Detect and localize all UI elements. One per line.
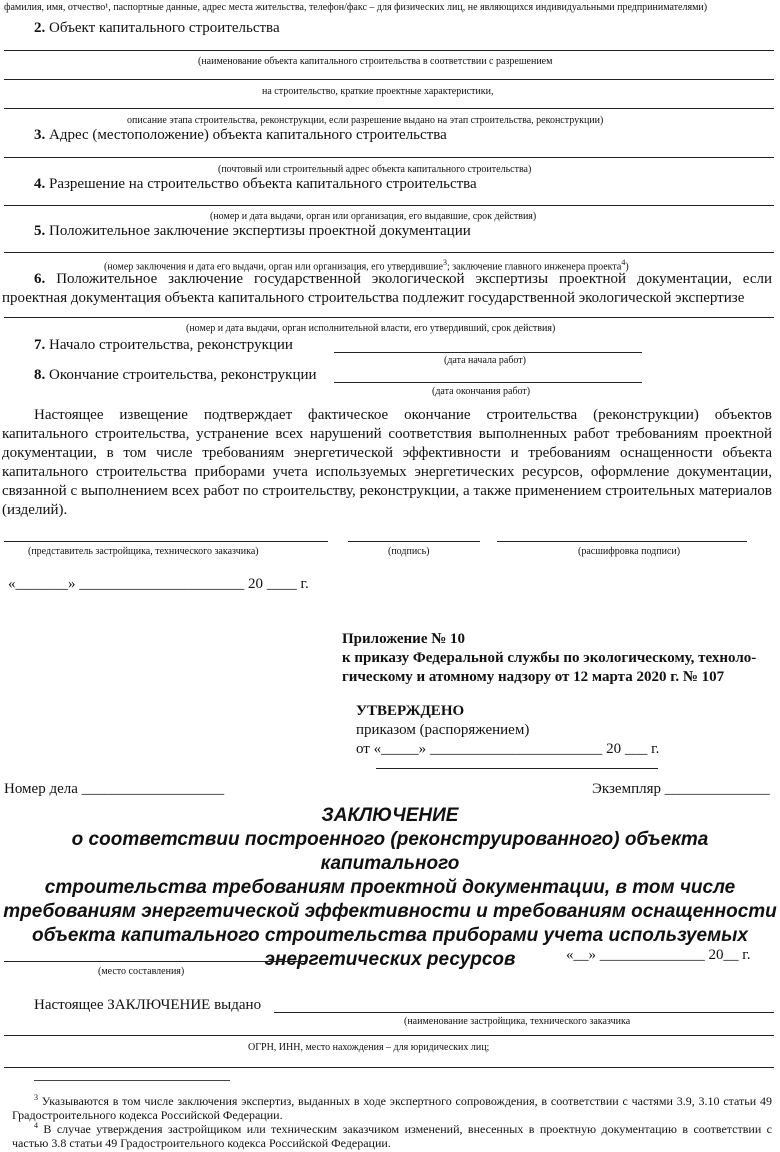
conclusion-subtitle-line: энергетических ресурсов — [264, 949, 516, 970]
section-3-heading — [34, 127, 447, 144]
ogrn-line[interactable] — [4, 1035, 774, 1036]
footnote-separator — [34, 1080, 230, 1081]
conclusion-subtitle-line: объекта капитального строительства приборами учета используемых — [32, 925, 748, 946]
section-title: Объект капитального строительства — [49, 20, 280, 36]
start-date-hint: (дата начала работ) — [444, 355, 526, 366]
section-6-text: 6. Положительное заключение государственной экологической экспертизы проектной документации, если проектная документация объекта капитального строительства подлежит государственной экологической экспертизе — [2, 271, 773, 306]
section-2-heading — [34, 20, 280, 37]
applicant-hint: фамилия, имя, отчество¹, паспортные данные, адрес места жительства, телефон/факс – для физических лиц, не являющихся индивидуальными предпринимателями) — [4, 2, 708, 13]
appendix-order-line-1: к приказу Федеральной службы по экологическому, техноло- — [342, 650, 757, 666]
representative-line[interactable] — [4, 541, 328, 542]
end-date-hint: (дата окончания работ) — [432, 386, 531, 397]
conclusion-subtitle-line: требованиям энергетической эффективности и требованиям оснащенности — [3, 901, 777, 922]
case-number[interactable]: Номер дела ___________________ — [4, 781, 225, 797]
conclusion-title: ЗАКЛЮЧЕНИЕ — [321, 805, 459, 826]
section-title: Адрес (местоположение) объекта капитального строительства — [49, 127, 447, 143]
section-number: 5. — [34, 223, 46, 239]
footnote-4: $^4$ В случае утверждения застройщиком или техническим заказчиком изменений, внесенных в проектную документацию в соответствии с частью 3.8 статьи 49 Градостроительного кодекса Российской Федерации. — [12, 1121, 772, 1150]
section-title: Окончание строительства, реконструкции — [49, 367, 317, 383]
signature-decode-hint: (расшифровка подписи) — [578, 546, 681, 557]
appendix-order-line-2: гическому и атомному надзору от 12 марта 2020 г. № 107 — [342, 669, 725, 685]
conclusion-subtitle-line: о соответствии построенного (реконструированного) объекта капитального — [71, 829, 709, 874]
expertise-line[interactable] — [4, 252, 774, 253]
issued-label: Настоящее ЗАКЛЮЧЕНИЕ выдано — [34, 997, 262, 1013]
expertise-hint: (номер заключения и дата его выдачи, орган или организация, его утвердившие$^3$; заключение главного инженера проекта$^4$) — [104, 258, 629, 273]
permit-hint: (номер и дата выдачи, орган или организация, его выдавшие, срок действия) — [210, 211, 537, 222]
object-hint-3: описание этапа строительства, реконструкции, если разрешение выдано на этап строительства, реконструкции) — [127, 115, 604, 126]
section-number: 2. — [34, 20, 46, 36]
section-title: Положительное заключение экспертизы проектной документации — [49, 223, 471, 239]
section-8-heading — [34, 367, 317, 384]
footnote-3: $^3$ Указываются в том числе заключения экспертиз, выданных в ходе экспертного сопровождения, в соответствии с частями 3.9, 3.10 статьи 49 Градостроительного кодекса Российской Федерации. — [12, 1093, 772, 1122]
approval-signature-line[interactable] — [376, 768, 658, 769]
approved-order-label: приказом (распоряжением) — [356, 722, 530, 738]
object-line-1[interactable] — [4, 50, 774, 51]
object-hint-2: на строительство, краткие проектные характеристики, — [262, 86, 494, 97]
approval-block — [356, 702, 659, 759]
object-hint-1: (наименование объекта капитального строительства в соответствии с разрешением — [198, 56, 553, 67]
section-number: 8. — [34, 367, 46, 383]
ogrn-hint: ОГРН, ИНН, место нахождения – для юридических лиц; — [248, 1042, 490, 1053]
section-7-heading — [34, 337, 293, 354]
conclusion-subtitle-line: строительства требованиям проектной документации, в том числе — [44, 877, 736, 898]
notice-paragraph: Настоящее извещение подтверждает фактическое окончание строительства (реконструкции) объектов капитального строительства, устранение всех нарушений соответствия выполненных работ требованиям проектной документации, в том числе требованиям энергетической эффективности и требованиям оснащенности объекта капитального строительства приборами учета используемых энергетических ресурсов, оформление документации, связанной с выполнением всех работ по строительству, реконструкции, а также применением строительных материалов (изделий). — [2, 407, 772, 518]
section-title: Разрешение на строительство объекта капитального строительства — [49, 176, 477, 192]
section-4-heading — [34, 176, 477, 193]
section-title: Начало строительства, реконструкции — [49, 337, 293, 353]
issued-to-hint: (наименование застройщика, технического заказчика — [404, 1016, 631, 1027]
start-date-line[interactable] — [334, 352, 642, 353]
object-line-3[interactable] — [4, 108, 774, 109]
section-5-heading — [34, 223, 471, 240]
section-number: 3. — [34, 127, 46, 143]
signature-decode-line[interactable] — [497, 541, 747, 542]
place-hint: (место составления) — [98, 966, 185, 977]
notice-date[interactable]: «_______» ______________________ 20 ____ г. — [8, 576, 309, 592]
approved-date[interactable]: от «_____» _______________________ 20 ___ г. — [356, 741, 660, 757]
end-date-line[interactable] — [334, 382, 642, 383]
ogrn-line-2[interactable] — [4, 1067, 774, 1068]
signature-line[interactable] — [348, 541, 480, 542]
address-hint: (почтовый или строительный адрес объекта капитального строительства) — [218, 164, 532, 175]
section-number: 4. — [34, 176, 46, 192]
address-line[interactable] — [4, 157, 774, 158]
place-line[interactable] — [4, 961, 306, 962]
appendix-header — [342, 630, 756, 687]
permit-line[interactable] — [4, 205, 774, 206]
signature-hint: (подпись) — [388, 546, 430, 557]
conclusion-date[interactable]: «__» ______________ 20__ г. — [566, 947, 751, 963]
object-line-2[interactable] — [4, 79, 774, 80]
representative-hint: (представитель застройщика, технического заказчика) — [28, 546, 259, 557]
appendix-number: Приложение № 10 — [342, 631, 466, 647]
eco-expertise-line[interactable] — [4, 317, 774, 318]
issued-to-line[interactable] — [274, 1012, 774, 1013]
copy-number[interactable]: Экземпляр ______________ — [592, 781, 770, 797]
section-number: 7. — [34, 337, 46, 353]
eco-expertise-hint: (номер и дата выдачи, орган исполнительной власти, его утвердивший, срок действия) — [186, 323, 556, 334]
approved-title: УТВЕРЖДЕНО — [356, 703, 465, 719]
